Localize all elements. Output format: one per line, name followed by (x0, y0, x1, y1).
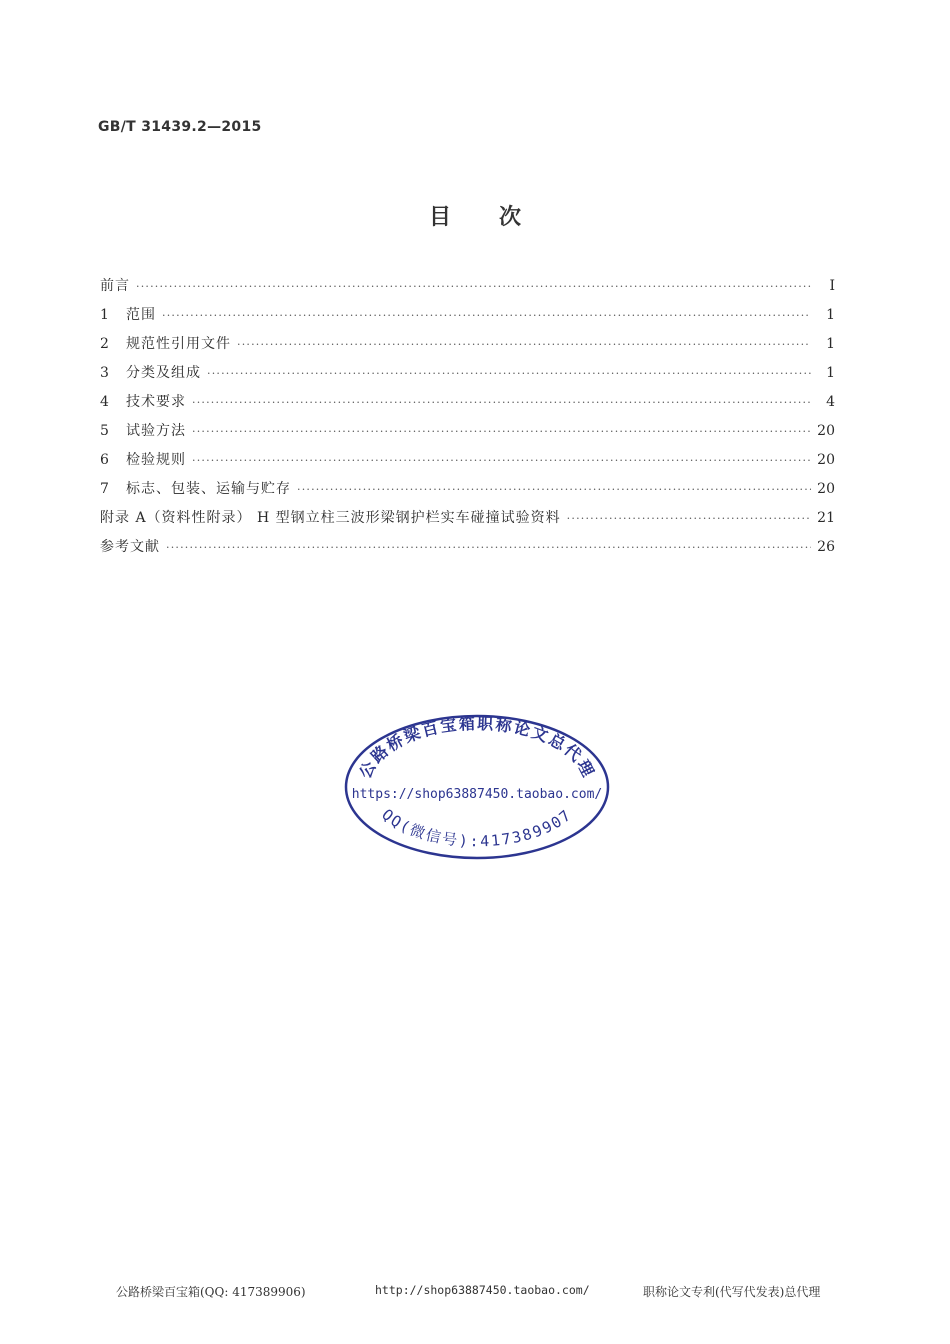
toc-title: 目次 (428, 205, 569, 230)
toc-entry-number: 6 (100, 452, 109, 468)
toc-entry-number: 3 (100, 365, 109, 381)
svg-text:公路桥梁百宝箱职称论文总代理 (355, 714, 598, 782)
toc-entry-scope[interactable] (100, 305, 835, 334)
footer-slogan: 职称论文专利(代写代发表)总代理 (643, 1285, 821, 1299)
toc-entry-page: Ⅰ (829, 278, 835, 294)
toc-entry-classification[interactable] (100, 363, 835, 392)
toc-entry-page: 26 (817, 539, 835, 555)
toc-entry-test-methods[interactable] (100, 421, 835, 450)
table-of-contents (100, 276, 835, 566)
stamp-top-text: 公路桥梁百宝箱职称论文总代理 (355, 713, 599, 782)
toc-entry-page: 4 (826, 394, 835, 410)
stamp-url: https://shop63887450.taobao.com/ (351, 787, 603, 802)
toc-entry-label: 分类及组成 (126, 365, 201, 381)
toc-leader-dots (567, 509, 811, 529)
stamp-bottom-text: QQ(微信号):417389907 (378, 805, 576, 851)
toc-entry-marking-packaging[interactable] (100, 479, 835, 508)
footer-url-link[interactable]: http://shop63887450.taobao.com/ (375, 1283, 590, 1297)
toc-entry-normative-references[interactable] (100, 334, 835, 363)
standard-number: GB/T 31439.2—2015 (98, 119, 262, 135)
toc-leader-dots (207, 364, 811, 384)
toc-entry-technical-requirements[interactable] (100, 392, 835, 421)
footer-contact: 公路桥梁百宝箱(QQ: 417389906) (116, 1285, 306, 1299)
toc-leader-dots (237, 335, 811, 355)
toc-entry-label: 前言 (100, 278, 130, 294)
toc-entry-page: 20 (817, 481, 835, 497)
toc-entry-page: 21 (817, 510, 835, 526)
toc-entry-bibliography[interactable] (100, 537, 835, 566)
toc-entry-label: 参考文献 (100, 539, 160, 555)
toc-leader-dots (166, 538, 811, 558)
toc-entry-label: 范围 (126, 307, 156, 323)
svg-text:QQ(微信号):417389907 (378, 805, 575, 850)
toc-entry-inspection-rules[interactable] (100, 450, 835, 479)
toc-entry-number: 2 (100, 336, 109, 352)
toc-entry-number: 5 (100, 423, 109, 439)
toc-leader-dots (136, 277, 811, 297)
toc-entry-label: 附录 A（资料性附录） H 型钢立柱三波形梁钢护栏实车碰撞试验资料 (100, 510, 561, 526)
toc-entry-label: 试验方法 (126, 423, 186, 439)
toc-entry-label: 规范性引用文件 (126, 336, 231, 352)
toc-entry-page: 20 (817, 423, 835, 439)
toc-entry-page: 1 (826, 307, 835, 323)
toc-leader-dots (162, 306, 811, 326)
toc-leader-dots (192, 422, 811, 442)
toc-entry-label: 检验规则 (126, 452, 186, 468)
toc-entry-page: 20 (817, 452, 835, 468)
toc-entry-annex-a[interactable] (100, 508, 835, 537)
toc-entry-foreword[interactable] (100, 276, 835, 305)
toc-leader-dots (297, 480, 811, 500)
toc-entry-number: 1 (100, 307, 109, 323)
toc-entry-page: 1 (826, 336, 835, 352)
toc-entry-label: 技术要求 (126, 394, 186, 410)
toc-entry-number: 7 (100, 481, 109, 497)
seller-stamp (343, 713, 611, 861)
toc-entry-label: 标志、包装、运输与贮存 (126, 481, 291, 497)
toc-leader-dots (192, 393, 811, 413)
toc-leader-dots (192, 451, 811, 471)
toc-entry-page: 1 (826, 365, 835, 381)
toc-entry-number: 4 (100, 394, 109, 410)
